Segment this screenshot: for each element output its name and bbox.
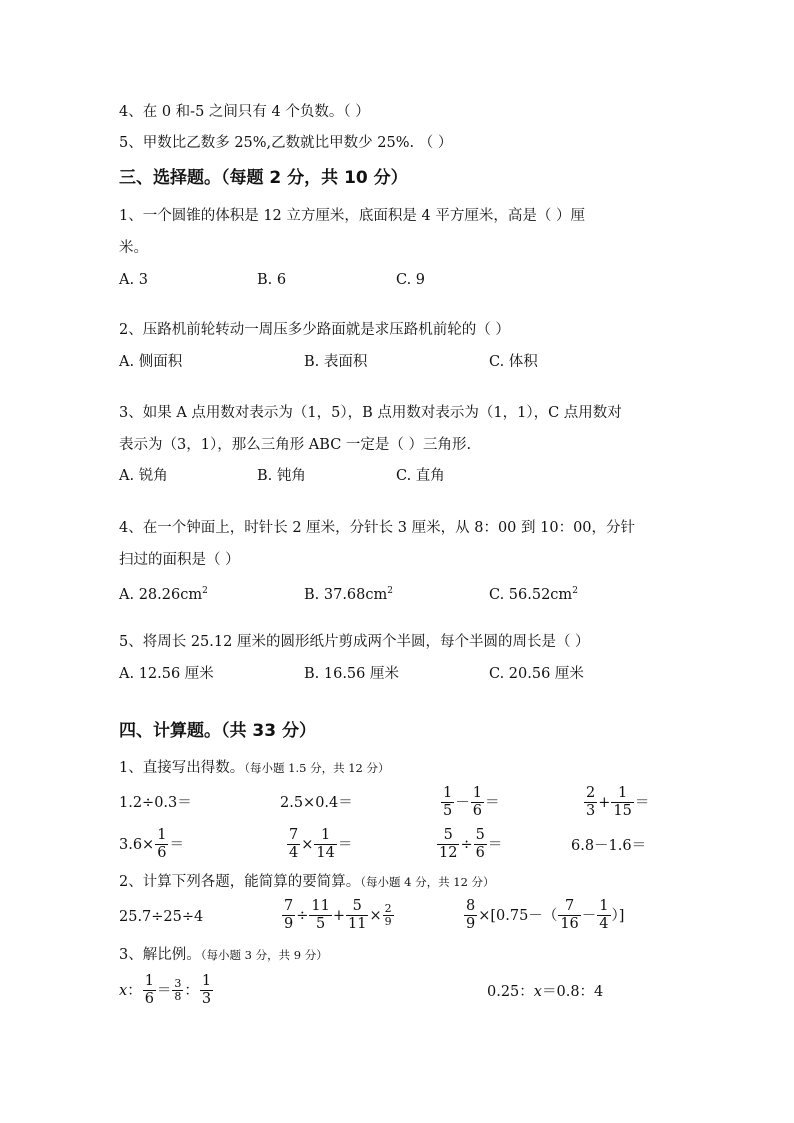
calc-sub2-title: 2、计算下列各题，能简算的要简算。（每小题 4 分，共 12 分） xyxy=(119,874,495,890)
choice-q2-option-a: A. 侧面积 xyxy=(119,354,183,370)
choice-q1-option-b: B. 6 xyxy=(257,272,287,288)
calc-item-1: 1.2÷0.3＝ xyxy=(119,795,192,811)
judge-item-4: 4、在 0 和-5 之间只有 4 个负数。（ ） xyxy=(119,104,370,120)
choice-q4-option-c: C. $56.52cm^2$ xyxy=(489,586,578,603)
calc-sub3-title: 3、解比例。（每小题 3 分，共 9 分） xyxy=(119,947,328,963)
calc-item-8: 6.8－1.6＝ xyxy=(571,838,647,854)
choice-q2-option-c: C. 体积 xyxy=(489,354,538,370)
calc-item-4: $\frac{2}{3}$ + $\frac{1}{15}$ ＝ xyxy=(586,785,650,819)
simplify-item-1: 25.7÷25÷4 xyxy=(119,909,204,925)
judge-item-5: 5、甲数比乙数多 25%,乙数就比甲数少 25%. （ ） xyxy=(119,135,453,151)
choice-q1-option-c: C. 9 xyxy=(396,272,426,288)
choice-q1-option-a: A. 3 xyxy=(119,272,148,288)
choice-q1-line2: 米。 xyxy=(119,240,148,256)
calc-item-7: $\frac{5}{12}$ ÷ $\frac{5}{6}$ ＝ xyxy=(439,827,503,861)
proportion-item-1: x： $\frac{1}{6}$ ＝ $\frac{3}{8}$ ： $\frac{1}{3}$ xyxy=(119,973,212,1007)
choice-q2-option-b: B. 表面积 xyxy=(304,354,368,370)
section-heading-choice: 三、选择题。（每题 2 分，共 10 分） xyxy=(119,168,408,188)
choice-q2: 2、压路机前轮转动一周压多少路面就是求压路机前轮的（ ） xyxy=(119,322,510,338)
section-heading-calculation: 四、计算题。（共 33 分） xyxy=(119,721,316,741)
simplify-item-3: $\frac{8}{9}$ ×[0.75－（ $\frac{7}{16}$ － $\frac{1}{4}$ ）] xyxy=(466,898,625,932)
choice-q4-option-a: A. $28.26cm^2$ xyxy=(119,586,208,603)
choice-q4-line1: 4、在一个钟面上，时针长 2 厘米，分针长 3 厘米，从 8：00 到 10：00，分针 xyxy=(119,520,636,536)
choice-q3-option-a: A. 锐角 xyxy=(119,468,168,484)
choice-q1-line1: 1、一个圆锥的体积是 12 立方厘米，底面积是 4 平方厘米，高是（ ）厘 xyxy=(119,208,585,224)
calc-sub1-title: 1、直接写出得数。（每小题 1.5 分，共 12 分） xyxy=(119,760,390,776)
choice-q3-option-c: C. 直角 xyxy=(396,468,445,484)
choice-q5-option-c: C. 20.56 厘米 xyxy=(489,666,584,682)
choice-q4-line2: 扫过的面积是（ ） xyxy=(119,552,240,568)
choice-q3-line1: 3、如果 A 点用数对表示为（1，5），B 点用数对表示为（1，1），C 点用数对 xyxy=(119,405,622,421)
choice-q5-option-a: A. 12.56 厘米 xyxy=(119,666,214,682)
choice-q4-option-b: B. $37.68cm^2$ xyxy=(304,586,393,603)
proportion-item-2: 0.25：x＝0.8：4 xyxy=(487,984,604,1000)
choice-q5: 5、将周长 25.12 厘米的圆形纸片剪成两个半圆，每个半圆的周长是（ ） xyxy=(119,634,590,650)
calc-item-6: $\frac{7}{4}$ × $\frac{1}{14}$ ＝ xyxy=(289,827,353,861)
choice-q5-option-b: B. 16.56 厘米 xyxy=(304,666,399,682)
choice-q3-line2: 表示为（3，1），那么三角形 ABC 一定是（ ）三角形. xyxy=(119,437,472,453)
choice-q3-option-b: B. 钝角 xyxy=(257,468,306,484)
simplify-item-2: $\frac{7}{9}$ ÷ $\frac{11}{5}$ + $\frac{5}{11}$ × $\frac{2}{9}$ xyxy=(284,898,392,932)
calc-item-5: 3.6× $\frac{1}{6}$ ＝ xyxy=(119,827,184,861)
calc-item-2: 2.5×0.4＝ xyxy=(280,795,353,811)
calc-item-3: $\frac{1}{5}$ － $\frac{1}{6}$ ＝ xyxy=(443,785,500,819)
